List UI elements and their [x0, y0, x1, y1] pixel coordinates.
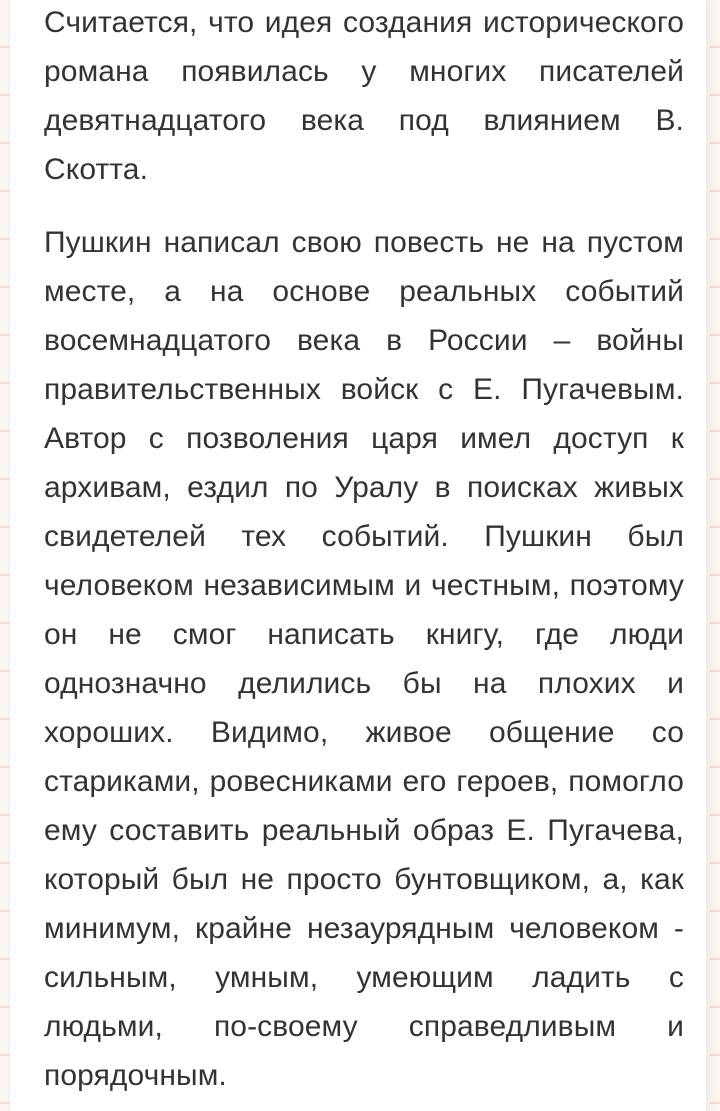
- paragraph-intro: Считается, что идея создания исторического романа появилась у многих писателей девятнадцатого века под влиянием В. Скотта.: [44, 6, 684, 186]
- answer-text: [44, 0, 684, 1100]
- answer-card: [10, 0, 706, 1111]
- left-margin-decoration: [0, 0, 10, 1111]
- right-margin-decoration: [710, 0, 720, 1111]
- paragraph-main: Пушкин написал свою повесть не на пустом месте, а на основе реальных событий восемнадцатого века в России – войны правительственных войск с Е. Пугачевым. Автор с позволения царя имел доступ к архивам, ездил по Уралу в поисках живых свидетелей тех событий. Пушкин был человеком независимым и честным, поэтому он не смог написать книгу, где люди однозначно делились бы на плохих и хороших. Видимо, живое общение со стариками, ровесниками его героев, помогло ему составить реальный образ Е. Пугачева, который был не просто бунтовщиком, а, как минимум, крайне незаурядным человеком - сильным, умным, умеющим ладить с людьми, по-своему справедливым и порядочным.: [44, 226, 684, 1092]
